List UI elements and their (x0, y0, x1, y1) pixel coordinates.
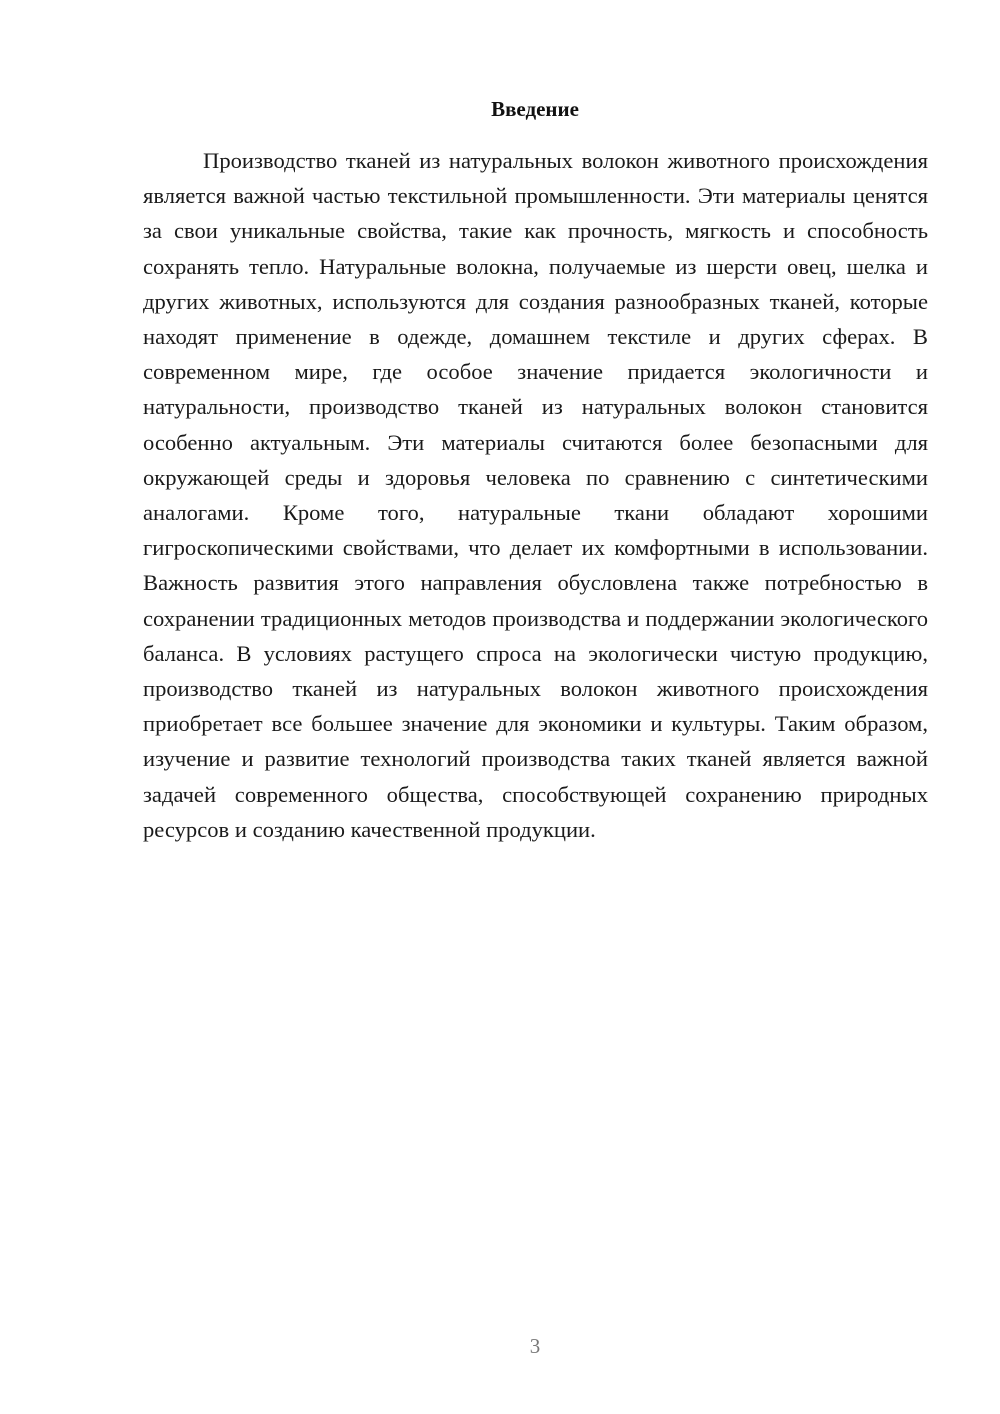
page-number: 3 (529, 1334, 541, 1358)
page-title: Введение (491, 97, 579, 121)
body-paragraph: Производство тканей из натуральных волокон животного происхождения является важной частью текстильной промышленности. Эти материалы ценятся за свои уникальные свойства, такие как прочность, мягкость и способность сохранять тепло. Натуральные волокна, получаемые из шерсти овец, шелка и других животных, используются для создания разнообразных тканей, которые находят применение в одежде, домашнем текстиле и других сферах. В современном мире, где особое значение придается экологичности и натуральности, производство тканей из натуральных волокон становится особенно актуальным. Эти материалы считаются более безопасными для окружающей среды и здоровья человека по сравнению с синтетическими аналогами. Кроме того, натуральные ткани обладают хорошими гигроскопическими свойствами, что делает их комфортными в использовании. Важность развития этого направления обусловлена также потребностью в сохранении традиционных методов производства и поддержании экологического баланса. В условиях растущего спроса на экологически чистую продукцию, производство тканей из натуральных волокон животного происхождения приобретает все большее значение для экономики и культуры. Таким образом, изучение и развитие технологий производства таких тканей является важной задачей современного общества, способствующей сохранению природных ресурсов и созданию качественной продукции. (143, 148, 928, 842)
